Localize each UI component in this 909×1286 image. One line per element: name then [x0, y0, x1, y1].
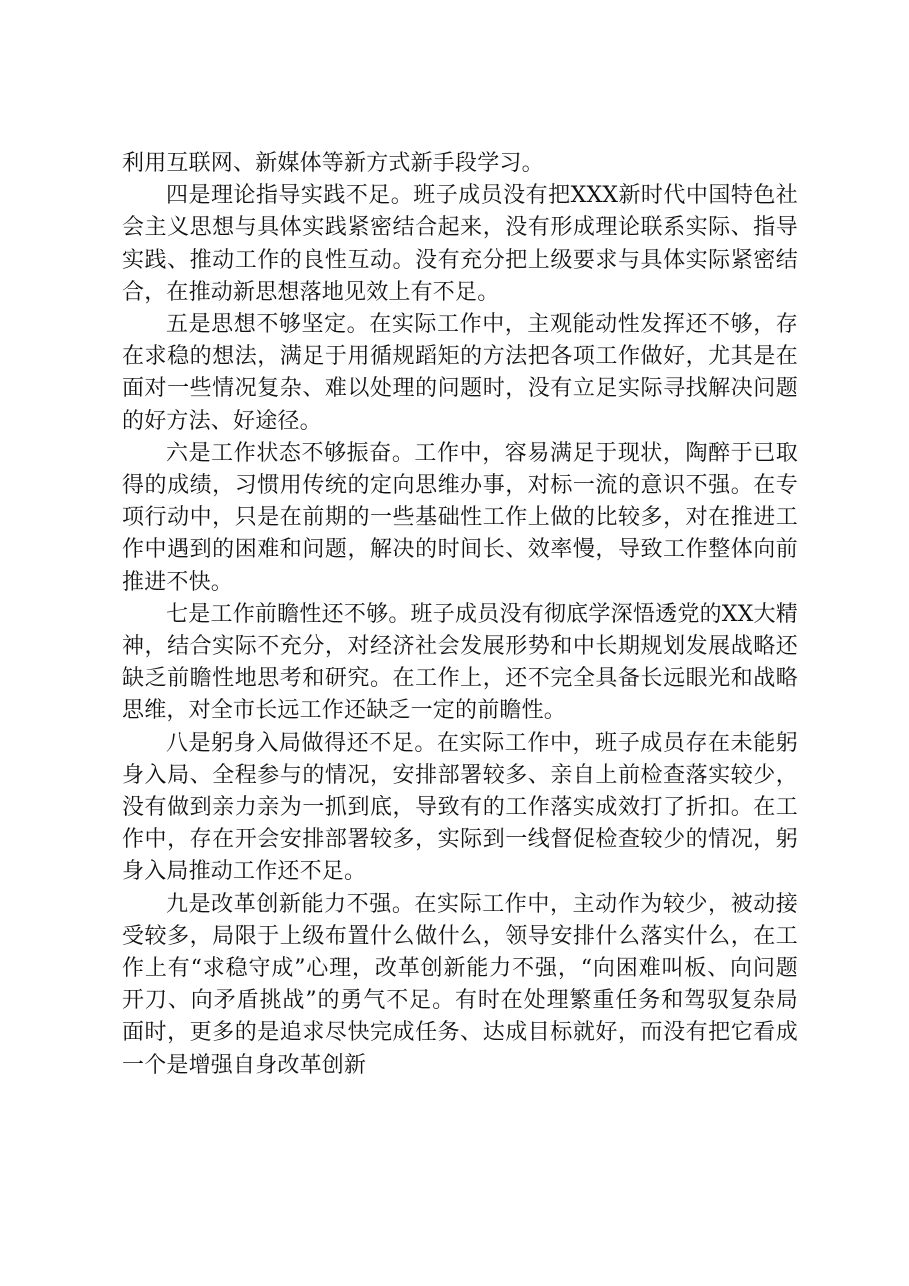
- paragraph-item-5: 五是思想不够坚定。在实际工作中，主观能动性发挥还不够，存在求稳的想法，满足于用循规蹈矩的方法把各项工作做好，尤其是在面对一些情况复杂、难以处理的问题时，没有立足实际寻找解决问题的好方法、好途径。: [122, 312, 798, 434]
- paragraph-continuation: 利用互联网、新媒体等新方式新手段学习。: [122, 151, 544, 176]
- paragraph-item-6: 六是工作状态不够振奋。工作中，容易满足于现状，陶醉于已取得的成绩，习惯用传统的定向思维办事，对标一流的意识不强。在专项行动中，只是在前期的一些基础性工作上做的比较多，对在推进工作中遇到的困难和问题，解决的时间长、效率慢，导致工作整体向前推进不快。: [122, 440, 798, 595]
- document-body: [122, 148, 798, 1082]
- paragraph-item-9: 九是改革创新能力不强。在实际工作中，主动作为较少，被动接受较多，局限于上级布置什么做什么，领导安排什么落实什么，在工作上有“求稳守成”心理，改革创新能力不强，“向困难叫板、向问题开刀、向矛盾挑战”的勇气不足。有时在处理繁重任务和驾驭复杂局面时，更多的是追求尽快完成任务、达成目标就好，而没有把它看成一个是增强自身改革创新: [122, 891, 798, 1078]
- paragraph-item-8: 八是躬身入局做得还不足。在实际工作中，班子成员存在未能躬身入局、全程参与的情况，安排部署较多、亲自上前检查落实较少，没有做到亲力亲为一抓到底，导致有的工作落实成效打了折扣。在工作中，存在开会安排部署较多，实际到一线督促检查较少的情况，躬身入局推动工作还不足。: [122, 730, 798, 885]
- paragraph-item-4: 四是理论指导实践不足。班子成员没有把XXX新时代中国特色社会主义思想与具体实践紧密结合起来，没有形成理论联系实际、指导实践、推动工作的良性互动。没有充分把上级要求与具体实际紧密结合，在推动新思想落地见效上有不足。: [122, 183, 798, 305]
- paragraph-item-7: 七是工作前瞻性还不够。班子成员没有彻底学深悟透党的XX大精神，结合实际不充分，对经济社会发展形势和中长期规划发展战略还缺乏前瞻性地思考和研究。在工作上，还不完全具备长远眼光和战略思维，对全市长远工作还缺乏一定的前瞻性。: [122, 601, 798, 724]
